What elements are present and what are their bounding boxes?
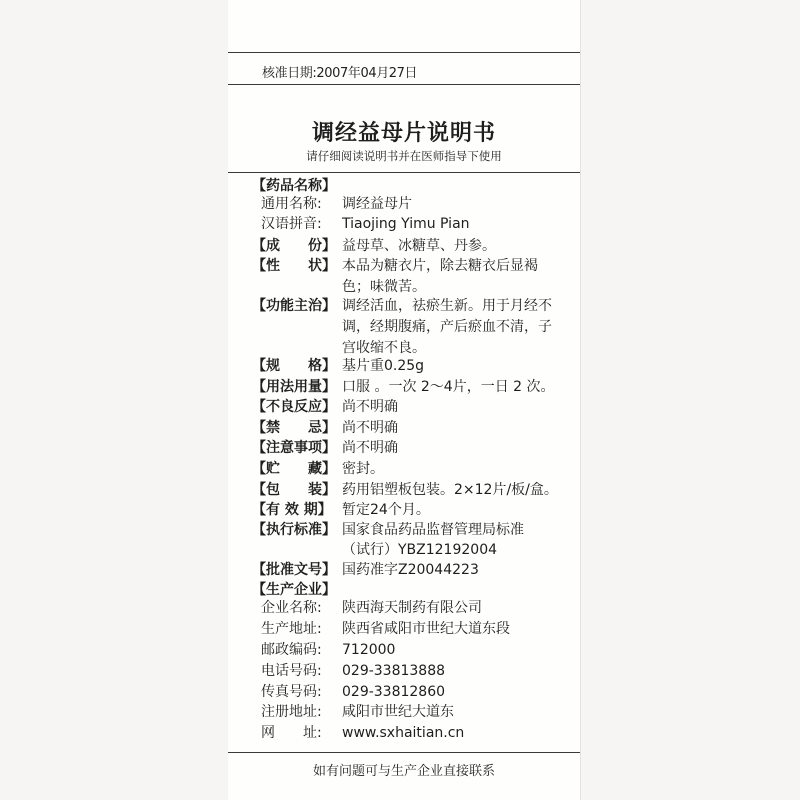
label-ingredients: 【成 份】 bbox=[252, 238, 336, 254]
label-fax: 传真号码: bbox=[261, 684, 322, 700]
label-postcode: 邮政编码: bbox=[261, 642, 322, 658]
value-storage: 密封。 bbox=[342, 461, 384, 477]
label-storage: 【贮 藏】 bbox=[252, 461, 336, 477]
title-rule bbox=[228, 172, 580, 173]
label-drug-name: 【药品名称】 bbox=[252, 178, 336, 194]
value-fax: 029-33812860 bbox=[342, 684, 446, 700]
value-address: 陕西省咸阳市世纪大道东段 bbox=[342, 621, 510, 637]
value-ingredients: 益母草、冰糖草、丹参。 bbox=[342, 238, 496, 254]
value-approval-number: 国药准字Z20044223 bbox=[342, 562, 479, 578]
label-precautions: 【注意事项】 bbox=[252, 440, 336, 456]
value-standard: 国家食品药品监督管理局标准 bbox=[342, 522, 524, 538]
label-standard: 【执行标准】 bbox=[252, 522, 336, 538]
label-registered-address: 注册地址: bbox=[261, 704, 322, 720]
label-contraindications: 【禁 忌】 bbox=[252, 420, 336, 436]
value-phone: 029-33813888 bbox=[342, 663, 446, 679]
sheet-edge bbox=[580, 0, 581, 800]
label-approval-number: 【批准文号】 bbox=[252, 562, 336, 578]
value-dosage: 口服 。一次 2～4片，一日 2 次。 bbox=[342, 379, 555, 395]
document-subtitle: 请仔细阅读说明书并在医师指导下使用 bbox=[306, 149, 502, 163]
value-postcode: 712000 bbox=[342, 642, 396, 658]
value-indications: 调经活血，祛瘀生新。用于月经不调，经期腹痛，产后瘀血不清，子宫收缩不良。 bbox=[342, 298, 552, 356]
value-common-name: 调经益母片 bbox=[342, 196, 412, 212]
label-manufacturer: 【生产企业】 bbox=[252, 582, 336, 598]
top-rule bbox=[228, 52, 580, 53]
value-precautions: 尚不明确 bbox=[342, 440, 398, 456]
label-pinyin: 汉语拼音: bbox=[261, 216, 322, 232]
label-package: 【包 装】 bbox=[252, 482, 336, 498]
value-company-name: 陕西海天制药有限公司 bbox=[342, 600, 482, 616]
value-contraindications: 尚不明确 bbox=[342, 420, 398, 436]
value-package: 药用铝塑板包装。2×12片/板/盒。 bbox=[342, 482, 558, 498]
label-website: 网 址: bbox=[261, 725, 322, 741]
label-company-name: 企业名称: bbox=[261, 600, 322, 616]
value-validity: 暂定24个月。 bbox=[342, 502, 430, 518]
value-standard-code: （试行）YBZ12192004 bbox=[342, 542, 498, 558]
approval-date: 核准日期:2007年04月27日 bbox=[262, 66, 418, 81]
label-adverse-reactions: 【不良反应】 bbox=[252, 399, 336, 415]
footer-note: 如有问题可与生产企业直接联系 bbox=[312, 764, 495, 779]
value-adverse-reactions: 尚不明确 bbox=[342, 399, 398, 415]
label-phone: 电话号码: bbox=[261, 663, 322, 679]
value-description: 本品为糖衣片，除去糖衣后显褐色；味微苦。 bbox=[342, 258, 538, 295]
value-registered-address: 咸阳市世纪大道东 bbox=[342, 704, 454, 720]
label-indications: 【功能主治】 bbox=[252, 298, 336, 314]
header-rule bbox=[228, 84, 580, 85]
value-specification: 基片重0.25g bbox=[342, 358, 425, 374]
label-description: 【性 状】 bbox=[252, 258, 336, 274]
label-common-name: 通用名称: bbox=[261, 196, 322, 212]
value-website: www.sxhaitian.cn bbox=[342, 725, 465, 741]
label-specification: 【规 格】 bbox=[252, 358, 336, 374]
label-validity: 【有 效 期】 bbox=[252, 502, 332, 518]
label-address: 生产地址: bbox=[261, 621, 322, 637]
document-title: 调经益母片说明书 bbox=[311, 121, 496, 146]
footer-rule bbox=[228, 752, 580, 753]
label-dosage: 【用法用量】 bbox=[252, 379, 336, 395]
value-pinyin: Tiaojing Yimu Pian bbox=[342, 216, 470, 232]
